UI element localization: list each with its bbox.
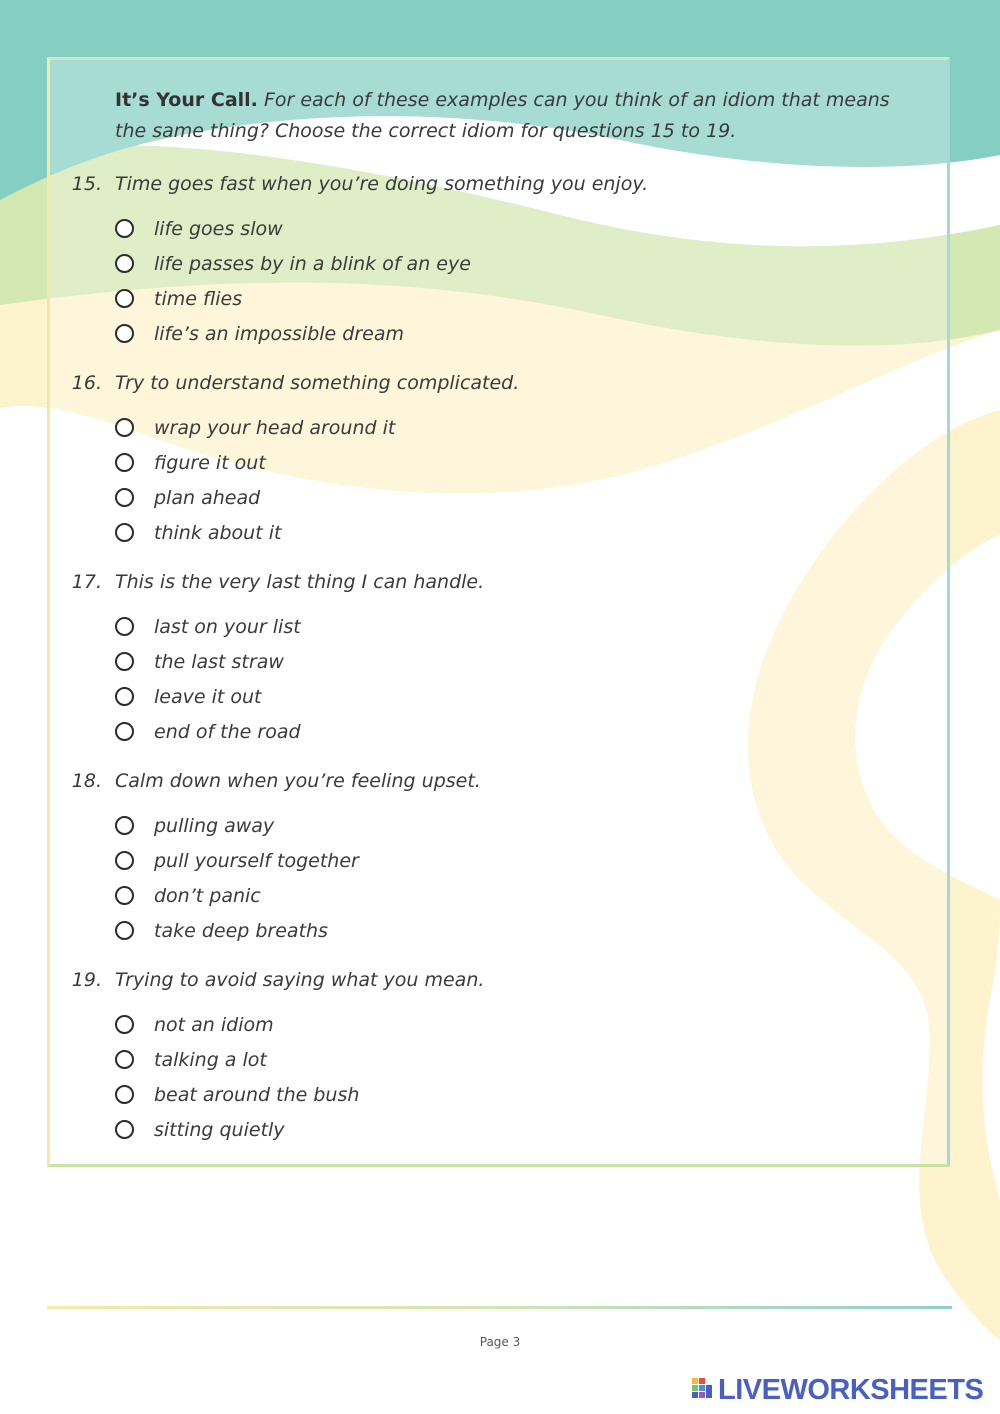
- option-label: figure it out: [154, 452, 266, 474]
- option[interactable]: [112, 251, 612, 277]
- option[interactable]: [112, 1117, 612, 1143]
- option-label: leave it out: [154, 686, 262, 708]
- liveworksheets-brand[interactable]: [692, 1374, 983, 1406]
- option[interactable]: [112, 614, 612, 640]
- radio-button[interactable]: [115, 1015, 134, 1034]
- option-label: life passes by in a blink of an eye: [154, 253, 471, 275]
- instructions-text: For each of these examples can you think of an idiom that means the same thing? Choose the correct idiom for questions 15 to 19.: [115, 89, 890, 142]
- option-label: time flies: [154, 288, 243, 310]
- option[interactable]: [112, 520, 612, 546]
- radio-button[interactable]: [115, 523, 134, 542]
- radio-button[interactable]: [115, 289, 134, 308]
- option[interactable]: [112, 649, 612, 675]
- option[interactable]: [112, 485, 612, 511]
- option[interactable]: [112, 450, 612, 476]
- option-label: end of the road: [154, 721, 301, 743]
- instructions-title: It’s Your Call.: [115, 89, 258, 111]
- question-text: Time goes fast when you’re doing something you enjoy.: [115, 173, 649, 195]
- radio-button[interactable]: [115, 488, 134, 507]
- radio-button[interactable]: [115, 1050, 134, 1069]
- radio-button[interactable]: [115, 886, 134, 905]
- question-number: 18.: [71, 770, 102, 792]
- option-label: the last straw: [154, 651, 284, 673]
- option[interactable]: [112, 684, 612, 710]
- option-label: pull yourself together: [154, 850, 359, 872]
- question-number: 15.: [71, 173, 102, 195]
- option[interactable]: [112, 918, 612, 944]
- option-label: pulling away: [154, 815, 275, 837]
- liveworksheets-logo-icon: [692, 1378, 714, 1402]
- brand-name: LIVEWORKSHEETS: [718, 1373, 984, 1406]
- radio-button[interactable]: [115, 254, 134, 273]
- option-label: beat around the bush: [154, 1084, 360, 1106]
- page-number: Page 3: [479, 1335, 521, 1349]
- option-label: don’t panic: [154, 885, 261, 907]
- question-text: Try to understand something complicated.: [115, 372, 520, 394]
- question-number: 16.: [71, 372, 102, 394]
- question-text: Trying to avoid saying what you mean.: [115, 969, 485, 991]
- option-label: think about it: [154, 522, 282, 544]
- option[interactable]: [112, 719, 612, 745]
- option[interactable]: [112, 216, 612, 242]
- option[interactable]: [112, 1082, 612, 1108]
- instructions: [115, 85, 915, 147]
- option[interactable]: [112, 848, 612, 874]
- option-label: sitting quietly: [154, 1119, 285, 1141]
- radio-button[interactable]: [115, 324, 134, 343]
- option-label: life goes slow: [154, 218, 283, 240]
- option[interactable]: [112, 1047, 612, 1073]
- radio-button[interactable]: [115, 453, 134, 472]
- radio-button[interactable]: [115, 1085, 134, 1104]
- option[interactable]: [112, 321, 612, 347]
- option-label: plan ahead: [154, 487, 261, 509]
- option[interactable]: [112, 883, 612, 909]
- radio-button[interactable]: [115, 1120, 134, 1139]
- radio-button[interactable]: [115, 418, 134, 437]
- option[interactable]: [112, 813, 612, 839]
- question-text: Calm down when you’re feeling upset.: [115, 770, 481, 792]
- option[interactable]: [112, 415, 612, 441]
- option-label: take deep breaths: [154, 920, 328, 942]
- radio-button[interactable]: [115, 921, 134, 940]
- question-text: This is the very last thing I can handle.: [115, 571, 485, 593]
- option-label: talking a lot: [154, 1049, 267, 1071]
- question-number: 17.: [71, 571, 102, 593]
- radio-button[interactable]: [115, 851, 134, 870]
- radio-button[interactable]: [115, 652, 134, 671]
- radio-button[interactable]: [115, 219, 134, 238]
- option[interactable]: [112, 1012, 612, 1038]
- option-label: life’s an impossible dream: [154, 323, 404, 345]
- option-label: wrap your head around it: [154, 417, 396, 439]
- radio-button[interactable]: [115, 816, 134, 835]
- radio-button[interactable]: [115, 722, 134, 741]
- radio-button[interactable]: [115, 687, 134, 706]
- option[interactable]: [112, 286, 612, 312]
- question-number: 19.: [71, 969, 102, 991]
- footer-divider: [47, 1306, 952, 1309]
- radio-button[interactable]: [115, 617, 134, 636]
- option-label: last on your list: [154, 616, 301, 638]
- option-label: not an idiom: [154, 1014, 274, 1036]
